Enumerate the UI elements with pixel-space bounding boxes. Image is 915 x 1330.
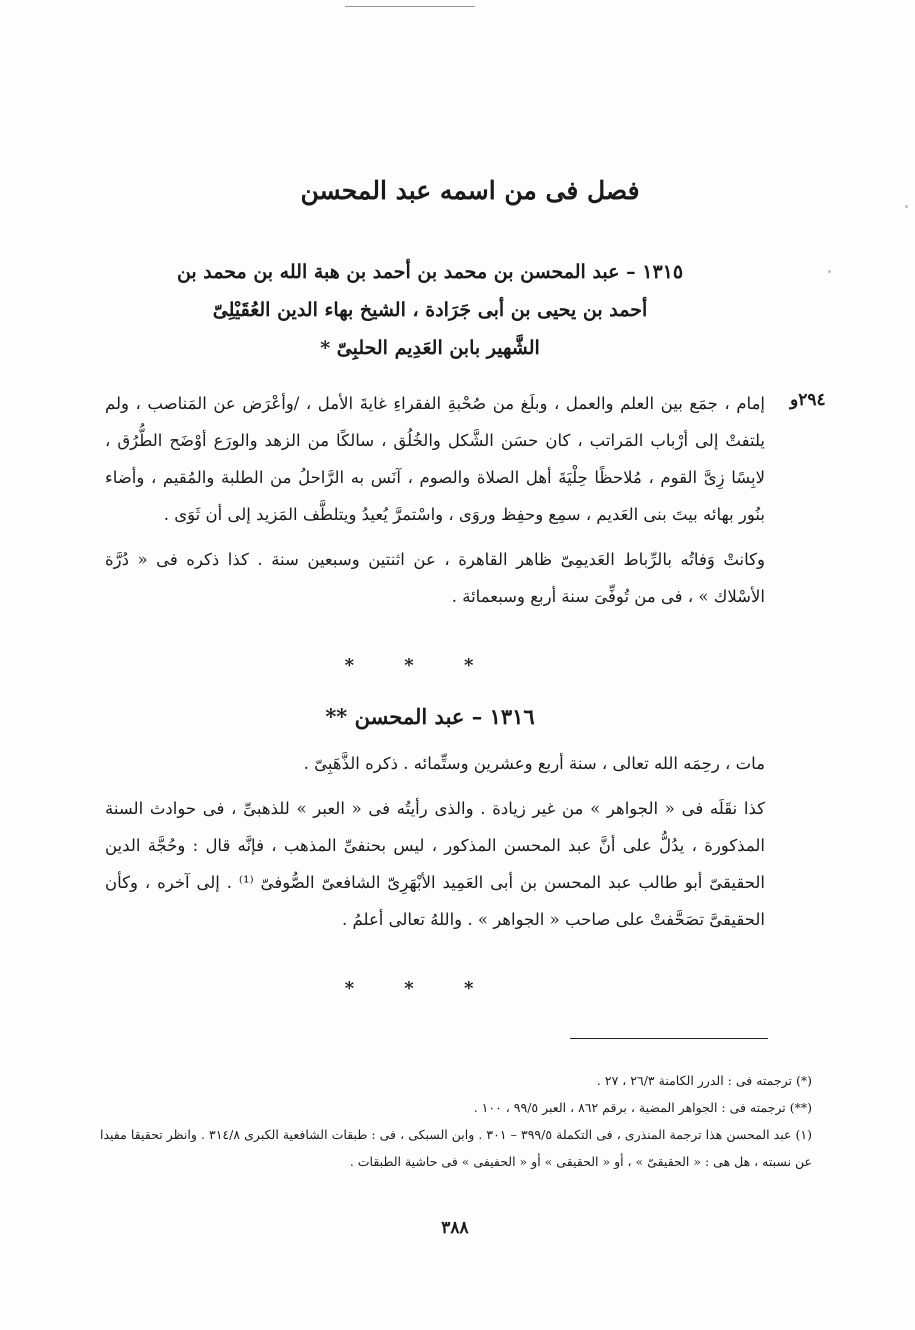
section-separator-2: * * * [344, 978, 496, 999]
heading-line-2: أحمد بن يحيى بن أبى جَرَادة ، الشيخ بهاء الدين العُقَيْلِىّ [212, 299, 648, 321]
section-separator: * * * [344, 655, 496, 676]
top-rule [345, 6, 475, 7]
chapter-title: فصل فى من اسمه عبد المحسن [300, 176, 640, 205]
entry-1315-heading [140, 253, 720, 367]
heading-line-3: الشَّهير بابن العَدِيم الحلبِىّ * [320, 337, 540, 359]
page-number: ٣٨٨ [441, 1218, 469, 1238]
entry-1315-paragraph-2: وكانتْ وَفاتُه بالرِّباط العَديمِىّ ظاهر القاهرة ، عن اثنتين وسبعين سنة . كذا ذكره فى « دُرَّة الأسْلاك » ، فى من تُوفِّىَ سنة أربع وسبعمائة . [105, 550, 765, 606]
entry-1316-heading: ١٣١٦ – عبد المحسن ** [325, 704, 535, 729]
entry-1316-paragraph-2: كذا نقَلَه فى « الجواهر » من غير زيادة . والذى رأيتُه فى « العبر » للذهبىِّ ، فى حوادث السنة المذكورة ، يدُلُّ على أنَّ عبد المحسن المذكور ، ليس بحنفىِّ المذهب ، فإنَّه قال : وحُجَّة الدين الحقيقىّ أبو طالب عبد المحسن بن أبى العَمِيد الأبْهَرِىّ الشافعىّ الصُّوفىّ ⁽¹⁾ . إلى آخره ، وكأن الحقيقىَّ تصَحَّفتْ على صاحب « الجواهر » . واللهُ تعالى أعلمُ . [105, 799, 765, 929]
footnotes [100, 1067, 812, 1175]
entry-1315-paragraph-1: إمام ، جمَع بين العلم والعمل ، وبلَغ من صُحْبةِ الفقراءِ غايةَ الأمل ، /وأعْرَض عن المَناصب ، ولم يلتفتْ إلى أرْباب المَراتب ، كان حسَن الشَّكل والخُلُق ، سالكًا من الزهد والورَع أوْضَح الطُّرُق ، لابِسًا زِىَّ القوم ، مُلاحظًا حِلْيَةَ أهل الصلاة والصوم ، آنَس به الرَّاحلُ من الطلبة والمُقيم ، وأضاء بنُور بهائه بيتَ بنى العَديم ، سمِع وحفِظ وروَى ، واسْتمرَّ يُعيدُ ويتلطَّف المَزيد إلى أن ثَوَى . [105, 394, 765, 524]
footnote-2: (**) ترجمته فى : الجواهر المضية ، برقم ٨٦٢ ، العبر ٩٩/٥ ، ١٠٠ . [473, 1100, 812, 1115]
footnote-rule [570, 1038, 768, 1039]
entry-1315-body [105, 385, 765, 615]
scan-speck [828, 270, 831, 273]
footnote-3: (١) عبد المحسن هذا ترجمة المنذرى ، فى التكملة ٣٩٩/٥ – ٣٠١ . وابن السبكى ، فى : طبقات الشافعية الكبرى ٣١٤/٨ . وانظر تحقيقا مفيدا عن نسبته ، هل هى : « الحقيقىّ » ، أو « الحقيقى » أو « الحفيفى » فى حاشية الطبقات . [100, 1127, 812, 1169]
manuscript-folio-note: ٢٩٤و [790, 390, 826, 410]
footnote-1: (*) ترجمته فى : الدرر الكامنة ٢٦/٣ ، ٢٧ . [596, 1073, 812, 1088]
heading-line-1: ١٣١٥ – عبد المحسن بن محمد بن أحمد بن هبة الله بن محمد بن [176, 261, 684, 283]
entry-1316-body [105, 745, 765, 938]
entry-1316-paragraph-1: مات ، رحِمَه الله تعالى ، سنة أربع وعشرين وستِّمائه . ذكره الذَّهَبِىّ . [303, 754, 765, 773]
scan-speck [905, 205, 908, 208]
